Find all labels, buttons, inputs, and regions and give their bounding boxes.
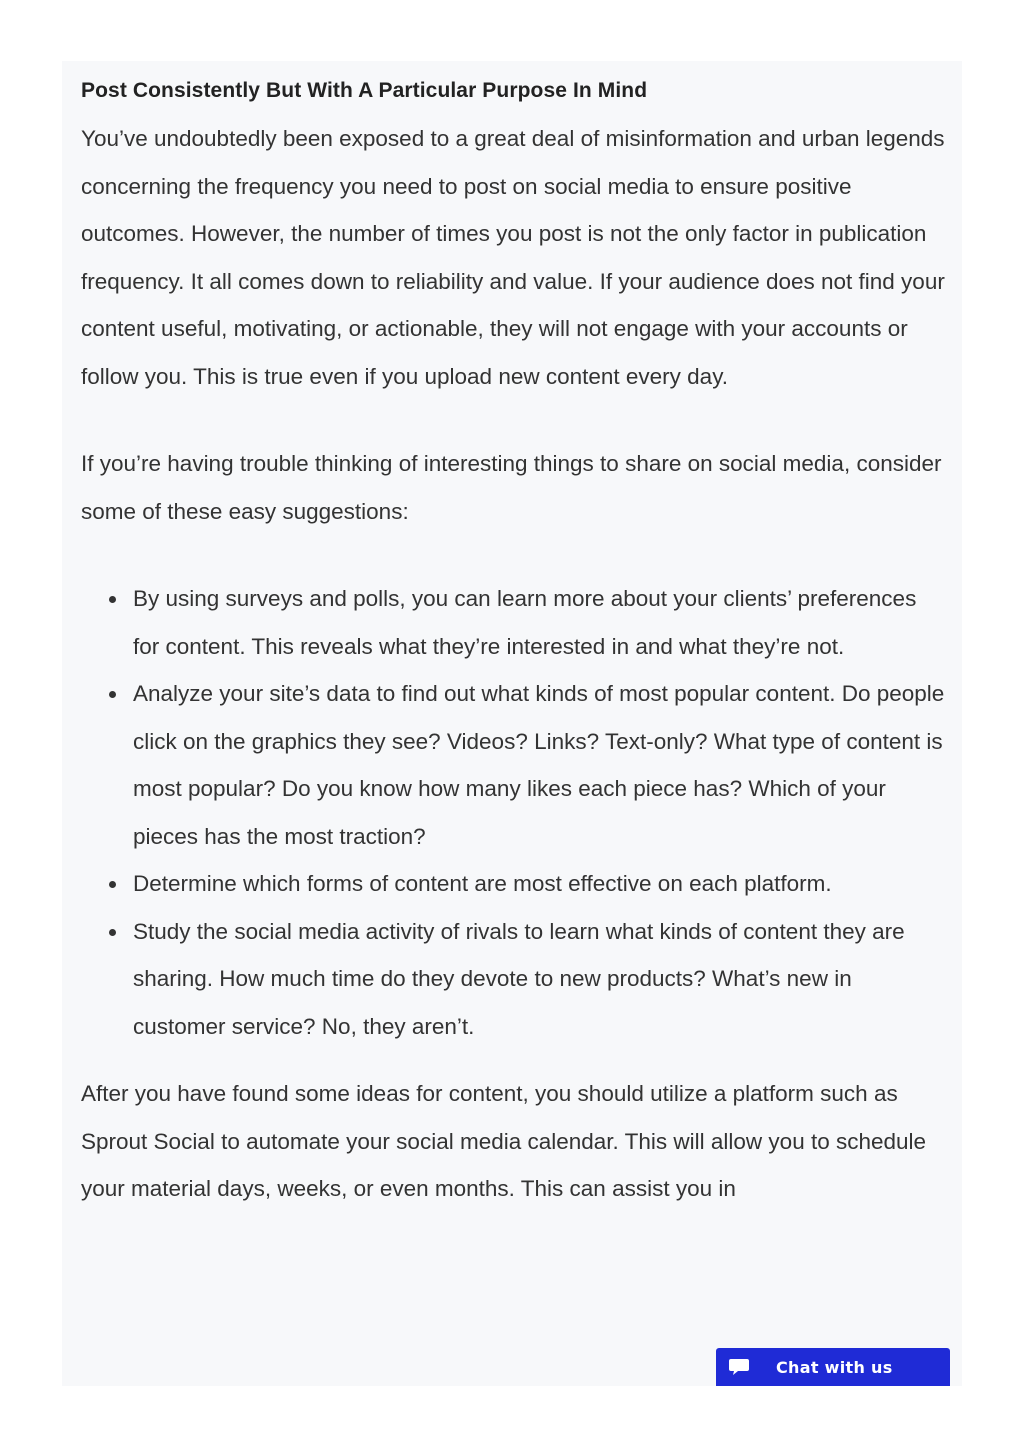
article-content	[81, 77, 947, 1213]
list-item: By using surveys and polls, you can learn more about your clients’ preferences for content. This reveals what they’re interested in and what they’re not.	[133, 575, 947, 670]
suggestions-list	[81, 575, 947, 1050]
chat-bubble-icon	[728, 1356, 750, 1378]
paragraph-scheduling: After you have found some ideas for content, you should utilize a platform such as Sprout Social to automate your social media calendar. This will allow you to schedule your material days, weeks, or even months. This can assist you in	[81, 1081, 927, 1201]
paragraph-intro: You’ve undoubtedly been exposed to a great deal of misinformation and urban legends concerning the frequency you need to post on social media to ensure positive outcomes. However, the number of times you post is not the only factor in publication frequency. It all comes down to reliability and value. If your audience does not find your content useful, motivating, or actionable, they will not engage with your accounts or follow you. This is true even if you upload new content every day.	[81, 126, 945, 389]
list-item: Analyze your site’s data to find out what kinds of most popular content. Do people click on the graphics they see? Videos? Links? Text-only? What type of content is most popular? Do you know how many likes each piece has? Which of your pieces has the most traction?	[133, 670, 947, 860]
list-item: Determine which forms of content are most effective on each platform.	[133, 860, 947, 908]
section-heading: Post Consistently But With A Particular Purpose In Mind	[81, 79, 648, 102]
paragraph-suggestions-lead: If you’re having trouble thinking of interesting things to share on social media, consider some of these easy suggestions:	[81, 451, 942, 524]
chat-with-us-button[interactable]	[716, 1348, 950, 1386]
chat-button-label: Chat with us	[776, 1357, 893, 1377]
article-panel	[62, 61, 962, 1386]
list-item: Study the social media activity of rivals to learn what kinds of content they are sharing. How much time do they devote to new products? What’s new in customer service? No, they aren’t.	[133, 908, 947, 1051]
